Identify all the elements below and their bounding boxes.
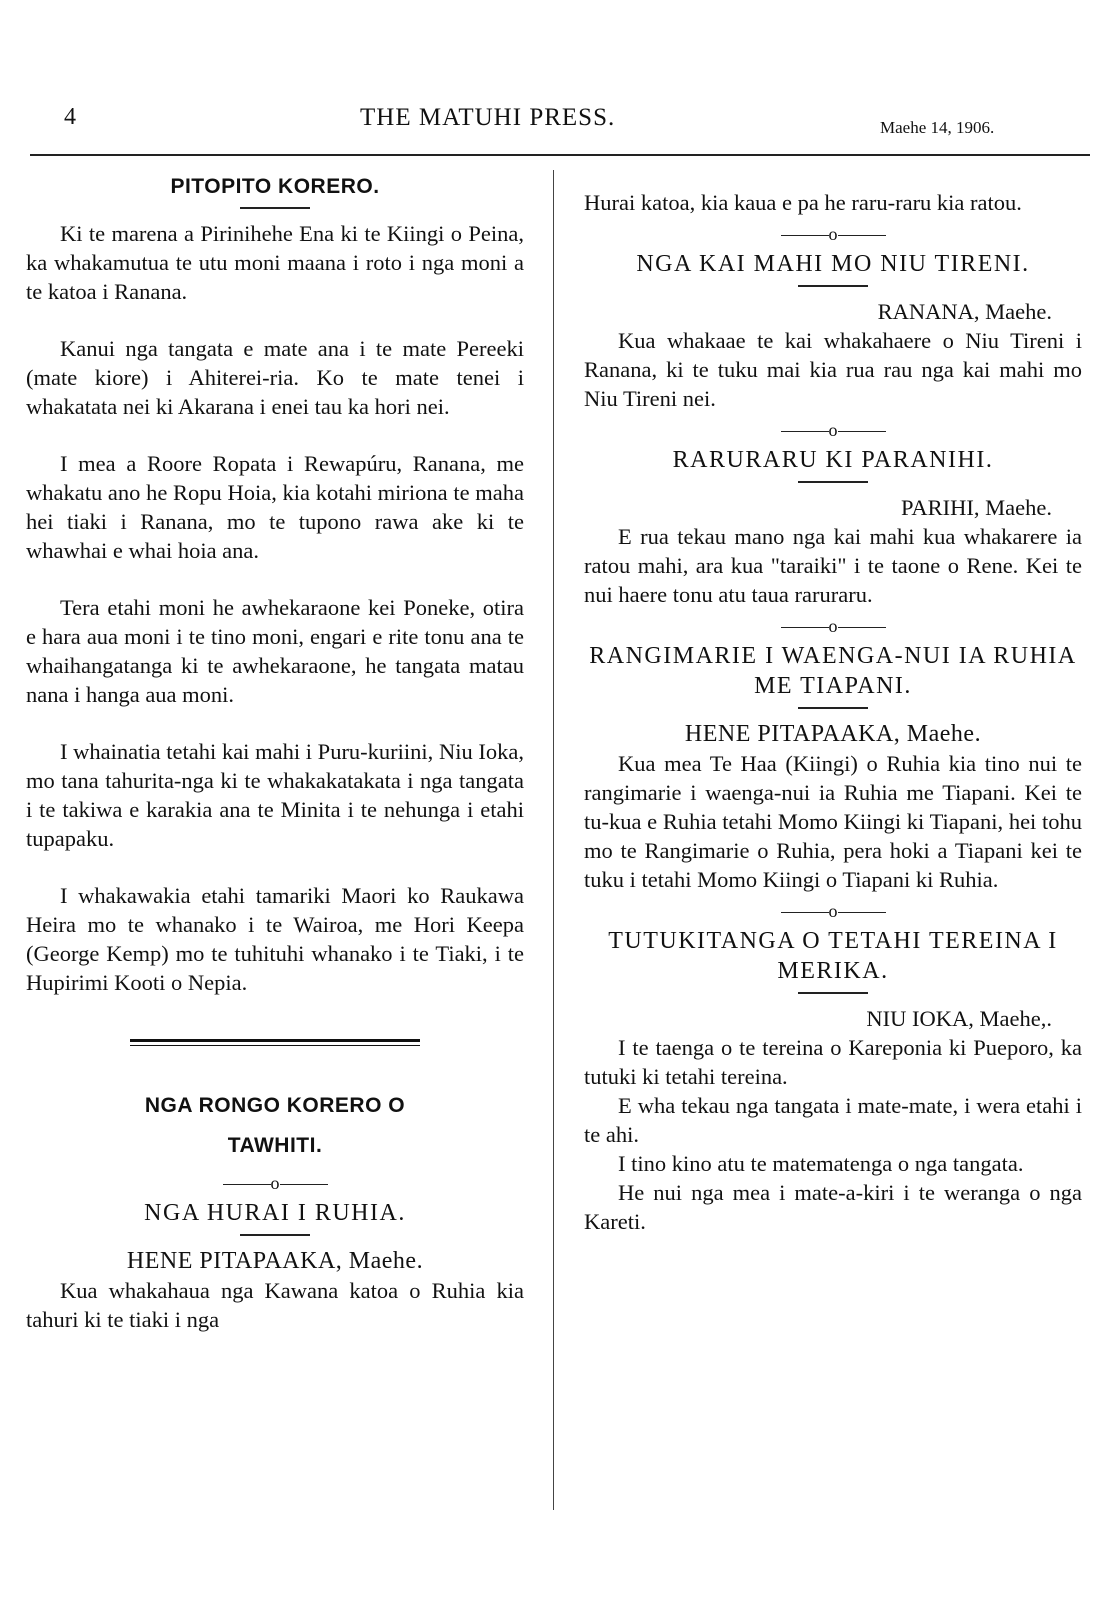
separator: o — [584, 223, 1082, 245]
section-divider — [130, 1039, 420, 1046]
article-heading-hurai: NGA HURAI I RUHIA. — [144, 1200, 406, 1226]
heading-rule — [798, 481, 868, 483]
right-column — [584, 188, 1082, 1236]
article-heading: RANGIMARIE I WAENGA-NUI IA RUHIA ME TIAPANI. — [589, 643, 1077, 699]
article-dateline: RANANA, Maehe. — [877, 299, 1052, 324]
left-column — [26, 172, 524, 1334]
heading-rule — [798, 992, 868, 994]
article-paragraph: He nui nga mea i mate-a-kiri i te weranga o nga Kareti. — [584, 1180, 1082, 1234]
article-heading: RARURARU KI PARANIHI. — [672, 447, 994, 473]
article-body: Kua whakaae te kai whakahaere o Niu Tireni i Ranana, ki te tuku mai kia rua rau nga kai mahi mo Niu Tireni nei. — [584, 328, 1082, 411]
page-number: 4 — [64, 104, 76, 130]
news-paragraph: I whainatia tetahi kai mahi i Puru-kuriini, Niu Ioka, mo tana tahurita-nga ki te whakakatakata i nga tangata i te takiwa e karakia ana te Minita i te nehunga i etahi tupapaku. — [26, 739, 524, 851]
heading-rule — [798, 707, 868, 709]
article-paragraph: I tino kino atu te matematenga o nga tangata. — [618, 1151, 1024, 1176]
heading-rule — [798, 285, 868, 287]
article-body: E rua tekau mano nga kai mahi kua whakarere ia ratou mahi, ara kua "taraiki" i te taone o Rene. Kei te nui haere tonu atu taua raruraru. — [584, 524, 1082, 607]
article-paragraph: I te taenga o te tereina o Kareponia ki Pueporo, ka tutuki ki tetahi tereina. — [584, 1035, 1082, 1089]
separator: o — [26, 1172, 524, 1194]
article-heading: NGA KAI MAHI MO NIU TIRENI. — [636, 251, 1030, 277]
article-body: Kua whakahaua nga Kawana katoa o Ruhia kia tahuri ki te tiaki i nga — [26, 1278, 524, 1332]
article-dateline: NIU IOKA, Maehe,. — [866, 1006, 1052, 1031]
page-header — [0, 104, 1114, 144]
article-body: Kua mea Te Haa (Kiingi) o Ruhia kia tino nui te rangimarie i waenga-nui ia Ruhia me Tiapani. Kei te tu-kua e Ruhia tetahi Momo Kiingi ki Tiapani, hei tohu mo te Rangimarie o Ruhia, pera hoki a Tiapani kei te tuku i tetahi Momo Kiingi o Tiapani ki Ruhia. — [584, 751, 1082, 892]
news-paragraph: Ki te marena a Pirinihehe Ena ki te Kiingi o Peina, ka whakamutua te utu moni maana i roto i nga moni a te katoa i Ranana. — [26, 221, 524, 304]
news-paragraph: I whakawakia etahi tamariki Maori ko Raukawa Heira mo te whanako i te Wairoa, me Hori Keepa (George Kemp) mo te tuhituhi whanako i te Tiaki, i te Hupirimi Kooti o Nepia. — [26, 883, 524, 995]
separator: o — [584, 419, 1082, 441]
section-heading-pitopito: PITOPITO KORERO. — [170, 175, 380, 198]
section-heading-foreign-2: TAWHITI. — [227, 1134, 323, 1157]
column-divider — [553, 170, 554, 1510]
article-heading: TUTUKITANGA O TETAHI TEREINA I MERIKA. — [608, 928, 1058, 984]
header-rule — [30, 154, 1090, 156]
heading-rule — [240, 1234, 310, 1236]
separator: o — [584, 900, 1082, 922]
news-paragraph: Kanui nga tangata e mate ana i te mate Pereeki (mate kiore) i Ahiterei-ria. Ko te mate tenei i whakatata nei ki Akarana i enei tau ka hori nei. — [26, 336, 524, 419]
article-dateline: PARIHI, Maehe. — [900, 495, 1052, 520]
article-dateline: HENE PITAPAAKA, Maehe. — [684, 721, 982, 747]
masthead-title: THE MATUHI PRESS. — [360, 104, 616, 131]
section-heading-foreign-1: NGA RONGO KORERO O — [144, 1094, 406, 1117]
continued-text: Hurai katoa, kia kaua e pa he raru-raru kia ratou. — [584, 190, 1022, 215]
article-paragraph: E wha tekau nga tangata i mate-mate, i wera etahi i te ahi. — [584, 1093, 1082, 1147]
article-dateline: HENE PITAPAAKA, Maehe. — [126, 1248, 424, 1274]
heading-rule — [240, 207, 310, 209]
news-paragraph: Tera etahi moni he awhekaraone kei Poneke, otira e hara aua moni i te tino moni, engari e rite tonu ana te whaihangatanga ki te awhekaraone, he tangata matau nana i hanga aua moni. — [26, 595, 524, 707]
news-paragraph: I mea a Roore Ropata i Rewapúru, Ranana, me whakatu ano he Ropu Hoia, kia kotahi miriona te maha hei tiaki i Ranana, mo te tupono rawa ake ki te whawhai e whai hoia ana. — [26, 451, 524, 563]
issue-date: Maehe 14, 1906. — [880, 118, 995, 137]
separator: o — [584, 615, 1082, 637]
